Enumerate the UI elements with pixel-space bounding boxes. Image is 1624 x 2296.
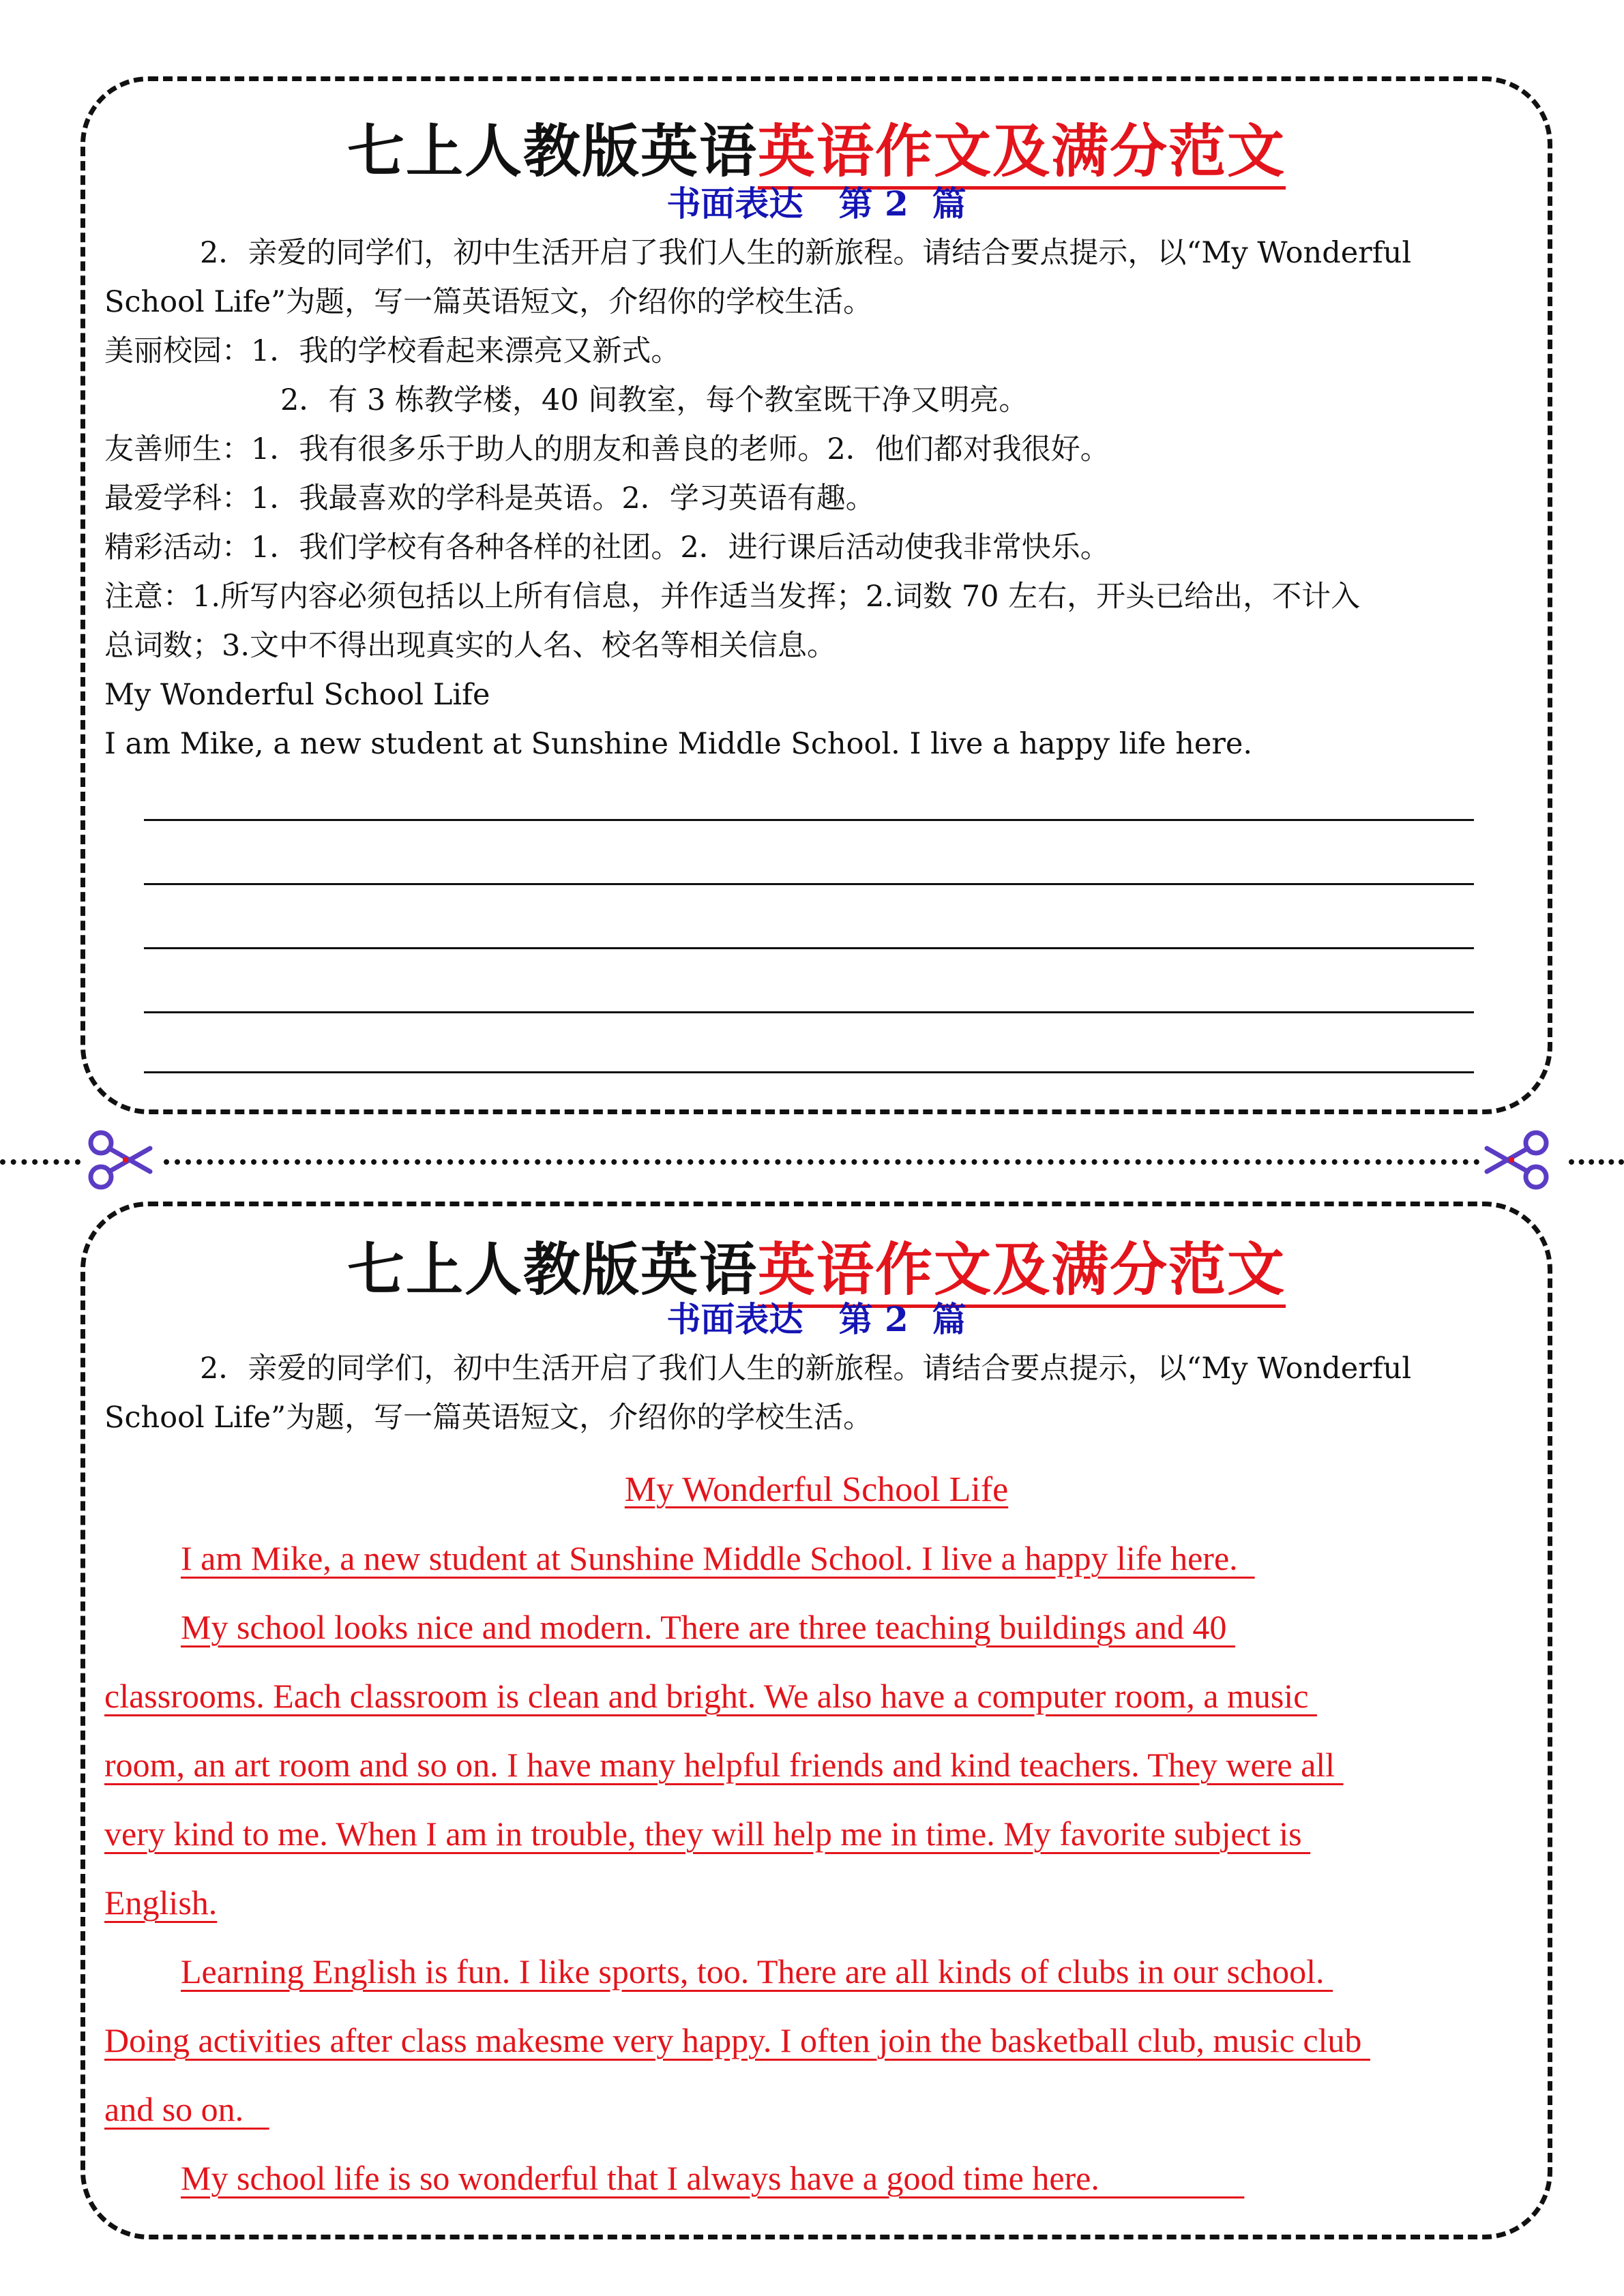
essay-line: classrooms. Each classroom is clean and bright. We also have a computer room, a music [104, 1677, 1317, 1715]
prompt-line: 最爱学科：1．我最喜欢的学科是英语。2．学习英语有趣。 [104, 481, 875, 516]
title-red: 英语作文及满分范文 [758, 118, 1286, 190]
essay-title-text: My Wonderful School Life [624, 1470, 1009, 1509]
essay-heading: My Wonderful School Life [104, 678, 490, 712]
title-red: 英语作文及满分范文 [758, 1236, 1286, 1308]
cut-line [1569, 1159, 1624, 1165]
cut-line [164, 1159, 1480, 1165]
exercise-card [80, 76, 1552, 1114]
prompt-line: 2．亲爱的同学们，初中生活开启了我们人生的新旅程。请结合要点提示，以“My Wonderful [200, 1352, 1412, 1386]
essay-opening: I am Mike, a new student at Sunshine Middle School. I live a happy life here. [104, 727, 1253, 761]
essay-line: and so on. [104, 2090, 269, 2128]
writing-line[interactable] [144, 883, 1474, 885]
writing-line[interactable] [144, 1011, 1474, 1013]
prompt-line: 美丽校园：1．我的学校看起来漂亮又新式。 [104, 334, 681, 368]
title-black: 七上人教版英语 [346, 1236, 758, 1303]
prompt-line: 总词数；3.文中不得出现真实的人名、校名等相关信息。 [104, 629, 837, 663]
essay-line: My school looks nice and modern. There are three teaching buildings and 40 [181, 1608, 1235, 1646]
essay-line: Learning English is fun. I like sports, too. There are all kinds of clubs in our school. [181, 1952, 1333, 1991]
section-subtitle: 书面表达 第 2 篇 [666, 183, 966, 224]
writing-line[interactable] [144, 947, 1474, 949]
writing-line[interactable] [144, 1071, 1474, 1073]
prompt-line: 2．亲爱的同学们，初中生活开启了我们人生的新旅程。请结合要点提示，以“My Wonderful [200, 236, 1412, 270]
writing-line[interactable] [144, 819, 1474, 821]
prompt-line: 2．有 3 栋教学楼，40 间教室，每个教室既干净又明亮。 [280, 383, 1029, 417]
scissors-icon [85, 1122, 160, 1197]
prompt-line: 精彩活动：1．我们学校有各种各样的社团。2．进行课后活动使我非常快乐。 [104, 531, 1110, 565]
essay-line: room, an art room and so on. I have many helpful friends and kind teachers. They were all [104, 1746, 1344, 1784]
essay-line: very kind to me. When I am in trouble, they will help me in time. My favorite subject is [104, 1815, 1311, 1853]
prompt-line: 注意：1.所写内容必须包括以上所有信息，并作适当发挥；2.词数 70 左右，开头已给出，不计入 [104, 580, 1361, 614]
essay-line: My school life is so wonderful that I always have a good time here. [181, 2159, 1245, 2197]
essay-line: Doing activities after class makesme very happy. I often join the basketball club, music club [104, 2021, 1370, 2059]
prompt-line: 友善师生：1．我有很多乐于助人的朋友和善良的老师。2．他们都对我很好。 [104, 432, 1110, 466]
essay-line: I am Mike, a new student at Sunshine Middle School. I live a happy life here. [181, 1539, 1255, 1577]
scissors-icon [1477, 1122, 1552, 1197]
page-title [85, 106, 1548, 188]
title-black: 七上人教版英语 [346, 118, 758, 185]
model-essay [104, 1524, 1537, 2213]
essay-line: English. [104, 1883, 218, 1922]
section-subtitle: 书面表达 第 2 篇 [666, 1299, 966, 1339]
answer-card [80, 1202, 1552, 2239]
essay-title [85, 1456, 1548, 1524]
prompt-line: School Life”为题，写一篇英语短文，介绍你的学校生活。 [104, 1401, 873, 1435]
cut-line [0, 1159, 80, 1165]
prompt-line: School Life”为题，写一篇英语短文，介绍你的学校生活。 [104, 285, 873, 319]
